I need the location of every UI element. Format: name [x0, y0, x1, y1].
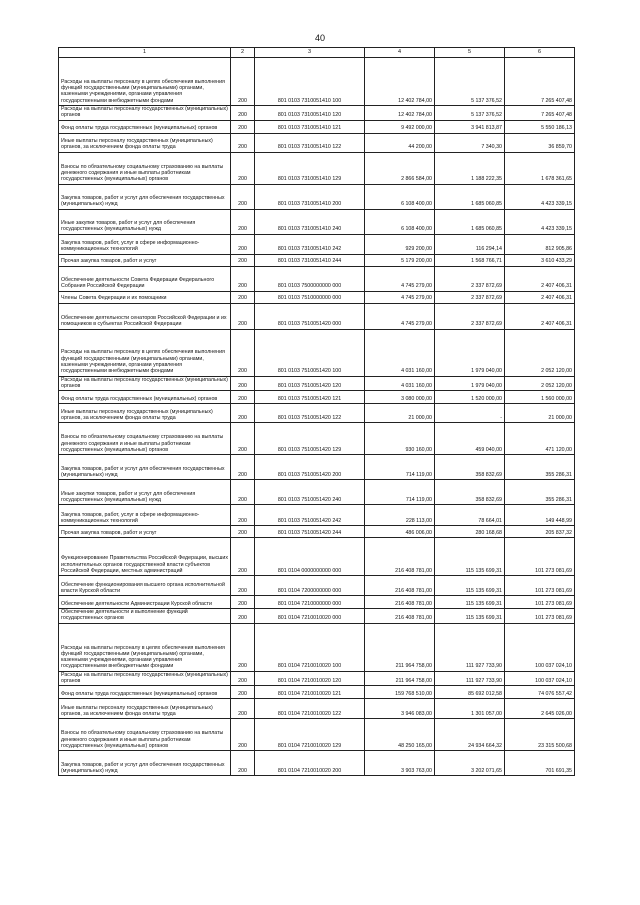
row-budget-code-cell: 801 0104 7210010020 121 — [255, 686, 365, 699]
table-row — [59, 699, 575, 719]
row-line-code-cell: 200 — [231, 404, 255, 423]
row-name-cell: Иные выплаты персоналу государственных (муниципальных) органов, за исключением фонда оплаты труда — [59, 699, 231, 719]
row-unexecuted-cell: 101 273 081,69 — [505, 596, 575, 609]
row-budget-code-cell: 801 0103 7510051420 200 — [255, 455, 365, 480]
table-row — [59, 254, 575, 266]
row-name-cell: Расходы на выплаты персоналу в целях обеспечения выполнения функций государственными (муниципальными) органами, казенными учреждениями, органами управления государственными внебюджетными фондами — [59, 623, 231, 671]
row-executed-cell: 1 979 040,00 — [435, 376, 505, 391]
row-budget-code-cell: 801 0103 7310051410 240 — [255, 209, 365, 234]
row-unexecuted-cell: 74 076 557,42 — [505, 686, 575, 699]
row-approved-cell: 216 408 781,00 — [365, 596, 435, 609]
row-approved-cell: 159 768 510,00 — [365, 686, 435, 699]
row-budget-code-cell: 801 0103 7510051420 240 — [255, 480, 365, 505]
row-unexecuted-cell: 701 691,35 — [505, 751, 575, 776]
table-row — [59, 291, 575, 303]
row-unexecuted-cell: 23 315 500,68 — [505, 719, 575, 751]
row-line-code-cell: 200 — [231, 671, 255, 686]
row-unexecuted-cell: 100 037 024,10 — [505, 623, 575, 671]
row-unexecuted-cell: 4 423 339,15 — [505, 184, 575, 209]
row-executed-cell: 2 337 872,69 — [435, 291, 505, 303]
row-line-code-cell: 200 — [231, 538, 255, 576]
row-unexecuted-cell: 4 423 339,15 — [505, 209, 575, 234]
row-name-cell: Иные выплаты персоналу государственных (муниципальных) органов, за исключением фонда оплаты труда — [59, 404, 231, 423]
row-approved-cell: 4 745 279,00 — [365, 303, 435, 329]
row-name-cell: Прочая закупка товаров, работ и услуг — [59, 254, 231, 266]
row-line-code-cell: 200 — [231, 391, 255, 404]
row-approved-cell: 930 160,00 — [365, 423, 435, 455]
row-executed-cell: 1 685 060,85 — [435, 209, 505, 234]
row-budget-code-cell: 801 0103 7510051420 121 — [255, 391, 365, 404]
row-budget-code-cell: 801 0104 7210010020 120 — [255, 671, 365, 686]
table-row — [59, 671, 575, 686]
table-row — [59, 423, 575, 455]
table-row — [59, 623, 575, 671]
row-executed-cell: 2 337 872,69 — [435, 303, 505, 329]
column-header: 1 — [59, 48, 231, 58]
row-executed-cell: 3 941 813,87 — [435, 120, 505, 133]
row-executed-cell: 1 301 057,00 — [435, 699, 505, 719]
table-row — [59, 120, 575, 133]
row-approved-cell: 21 000,00 — [365, 404, 435, 423]
row-executed-cell: 111 927 733,90 — [435, 623, 505, 671]
row-budget-code-cell: 801 0103 7310051410 122 — [255, 133, 365, 152]
row-executed-cell: - — [435, 404, 505, 423]
row-line-code-cell: 200 — [231, 303, 255, 329]
row-line-code-cell: 200 — [231, 526, 255, 538]
row-executed-cell: 78 664,01 — [435, 505, 505, 526]
row-budget-code-cell: 801 0104 7210010020 200 — [255, 751, 365, 776]
column-header: 5 — [435, 48, 505, 58]
row-unexecuted-cell: 149 448,99 — [505, 505, 575, 526]
row-budget-code-cell: 801 0103 7310051410 242 — [255, 234, 365, 254]
row-line-code-cell: 200 — [231, 423, 255, 455]
table-row — [59, 576, 575, 596]
row-line-code-cell: 200 — [231, 184, 255, 209]
row-name-cell: Закупка товаров, работ и услуг для обеспечения государственных (муниципальных) нужд — [59, 184, 231, 209]
table-row — [59, 106, 575, 121]
budget-table — [58, 47, 575, 776]
row-unexecuted-cell: 5 550 186,13 — [505, 120, 575, 133]
table-row — [59, 404, 575, 423]
row-name-cell: Расходы на выплаты персоналу в целях обеспечения выполнения функций государственными (муниципальными) органами, казенными учреждениями, органами управления государственными внебюджетными фондами — [59, 329, 231, 376]
row-budget-code-cell: 801 0103 7310051410 100 — [255, 58, 365, 106]
row-name-cell: Взносы по обязательному социальному страхованию на выплаты денежного содержания и иные выплаты работникам государственных (муниципальных) органов — [59, 152, 231, 184]
row-name-cell: Закупка товаров, работ и услуг для обеспечения государственных (муниципальных) нужд — [59, 455, 231, 480]
row-unexecuted-cell: 101 273 081,69 — [505, 609, 575, 624]
row-name-cell: Фонд оплаты труда государственных (муниципальных) органов — [59, 391, 231, 404]
row-budget-code-cell: 801 0103 7510051420 122 — [255, 404, 365, 423]
row-line-code-cell: 200 — [231, 254, 255, 266]
row-approved-cell: 2 866 584,00 — [365, 152, 435, 184]
table-header-row — [59, 48, 575, 58]
column-header: 4 — [365, 48, 435, 58]
row-approved-cell: 228 113,00 — [365, 505, 435, 526]
row-name-cell: Расходы на выплаты персоналу в целях обеспечения выполнения функций государственными (муниципальными) органами, казенными учреждениями, органами управления государственными внебюджетными фондами — [59, 58, 231, 106]
row-unexecuted-cell: 3 610 433,29 — [505, 254, 575, 266]
row-unexecuted-cell: 2 052 120,00 — [505, 329, 575, 376]
row-name-cell: Обеспечение деятельности и выполнение функций государственных органов — [59, 609, 231, 624]
row-executed-cell: 115 135 699,31 — [435, 538, 505, 576]
row-executed-cell: 1 188 222,35 — [435, 152, 505, 184]
row-budget-code-cell: 801 0103 7510051420 100 — [255, 329, 365, 376]
row-name-cell: Взносы по обязательному социальному страхованию на выплаты денежного содержания и иные выплаты работникам государственных (муниципальных) органов — [59, 423, 231, 455]
row-approved-cell: 44 200,00 — [365, 133, 435, 152]
row-approved-cell: 3 080 000,00 — [365, 391, 435, 404]
row-line-code-cell: 200 — [231, 376, 255, 391]
row-executed-cell: 24 934 664,32 — [435, 719, 505, 751]
row-unexecuted-cell: 1 678 361,65 — [505, 152, 575, 184]
row-line-code-cell: 200 — [231, 699, 255, 719]
row-budget-code-cell: 801 0103 7310051410 200 — [255, 184, 365, 209]
row-approved-cell: 5 179 200,00 — [365, 254, 435, 266]
row-name-cell: Иные закупки товаров, работ и услуг для обеспечения государственных (муниципальных) нужд — [59, 480, 231, 505]
row-line-code-cell: 200 — [231, 623, 255, 671]
table-row — [59, 133, 575, 152]
table-row — [59, 480, 575, 505]
row-executed-cell: 358 832,69 — [435, 455, 505, 480]
row-line-code-cell: 200 — [231, 719, 255, 751]
row-budget-code-cell: 801 0103 7510000000 000 — [255, 291, 365, 303]
row-budget-code-cell: 801 0104 7200000000 000 — [255, 576, 365, 596]
row-name-cell: Прочая закупка товаров, работ и услуг — [59, 526, 231, 538]
row-approved-cell: 12 402 784,00 — [365, 106, 435, 121]
table-row — [59, 609, 575, 624]
row-unexecuted-cell: 1 560 000,00 — [505, 391, 575, 404]
row-budget-code-cell: 801 0103 7510051420 129 — [255, 423, 365, 455]
row-budget-code-cell: 801 0103 7310051410 129 — [255, 152, 365, 184]
row-executed-cell: 115 135 699,31 — [435, 576, 505, 596]
row-budget-code-cell: 801 0103 7310051410 244 — [255, 254, 365, 266]
row-name-cell: Обеспечение деятельности Администрации Курской области — [59, 596, 231, 609]
row-approved-cell: 486 006,00 — [365, 526, 435, 538]
row-name-cell: Закупка товаров, работ, услуг в сфере информационно-коммуникационных технологий — [59, 505, 231, 526]
row-budget-code-cell: 801 0104 7210010020 000 — [255, 609, 365, 624]
table-row — [59, 58, 575, 106]
row-executed-cell: 1 979 040,00 — [435, 329, 505, 376]
row-approved-cell: 12 402 784,00 — [365, 58, 435, 106]
row-unexecuted-cell: 471 120,00 — [505, 423, 575, 455]
table-row — [59, 719, 575, 751]
row-unexecuted-cell: 2 645 026,00 — [505, 699, 575, 719]
row-line-code-cell: 200 — [231, 234, 255, 254]
row-line-code-cell: 200 — [231, 751, 255, 776]
row-name-cell: Обеспечение деятельности сенаторов Российской Федерации и их помощников в субъектах Российской Федерации — [59, 303, 231, 329]
page-number: 40 — [314, 33, 325, 43]
row-line-code-cell: 200 — [231, 505, 255, 526]
row-executed-cell: 115 135 699,31 — [435, 596, 505, 609]
column-header: 6 — [505, 48, 575, 58]
table-row — [59, 505, 575, 526]
row-name-cell: Расходы на выплаты персоналу государственных (муниципальных) органов — [59, 671, 231, 686]
row-line-code-cell: 200 — [231, 152, 255, 184]
row-executed-cell: 111 927 733,90 — [435, 671, 505, 686]
row-approved-cell: 9 492 000,00 — [365, 120, 435, 133]
row-approved-cell: 4 031 160,00 — [365, 376, 435, 391]
row-unexecuted-cell: 812 905,86 — [505, 234, 575, 254]
row-name-cell: Фонд оплаты труда государственных (муниципальных) органов — [59, 120, 231, 133]
row-line-code-cell: 200 — [231, 209, 255, 234]
row-executed-cell: 1 568 766,71 — [435, 254, 505, 266]
table-row — [59, 526, 575, 538]
row-unexecuted-cell: 2 407 406,31 — [505, 266, 575, 291]
row-budget-code-cell: 801 0104 7210000000 000 — [255, 596, 365, 609]
row-executed-cell: 459 040,00 — [435, 423, 505, 455]
table-row — [59, 303, 575, 329]
row-unexecuted-cell: 2 407 406,31 — [505, 291, 575, 303]
row-line-code-cell: 200 — [231, 133, 255, 152]
row-line-code-cell: 200 — [231, 576, 255, 596]
row-line-code-cell: 200 — [231, 455, 255, 480]
row-name-cell: Обеспечение функционирования высшего органа исполнительной власти Курской области — [59, 576, 231, 596]
row-approved-cell: 216 408 781,00 — [365, 538, 435, 576]
row-executed-cell: 358 832,69 — [435, 480, 505, 505]
row-approved-cell: 216 408 781,00 — [365, 609, 435, 624]
row-executed-cell: 2 337 872,69 — [435, 266, 505, 291]
row-name-cell: Иные выплаты персоналу государственных (муниципальных) органов, за исключением фонда оплаты труда — [59, 133, 231, 152]
row-unexecuted-cell: 355 286,31 — [505, 480, 575, 505]
row-approved-cell: 714 119,00 — [365, 480, 435, 505]
row-unexecuted-cell: 100 037 024,10 — [505, 671, 575, 686]
row-executed-cell: 280 168,68 — [435, 526, 505, 538]
row-approved-cell: 714 119,00 — [365, 455, 435, 480]
table-row — [59, 686, 575, 699]
row-unexecuted-cell: 101 273 081,69 — [505, 538, 575, 576]
row-unexecuted-cell: 205 837,32 — [505, 526, 575, 538]
row-budget-code-cell: 801 0103 7510051420 120 — [255, 376, 365, 391]
row-budget-code-cell: 801 0103 7500000000 000 — [255, 266, 365, 291]
table-row — [59, 538, 575, 576]
row-budget-code-cell: 801 0104 7210010020 100 — [255, 623, 365, 671]
row-approved-cell: 3 946 083,00 — [365, 699, 435, 719]
table-row — [59, 391, 575, 404]
table-row — [59, 184, 575, 209]
table-row — [59, 376, 575, 391]
row-name-cell: Расходы на выплаты персоналу государственных (муниципальных) органов — [59, 376, 231, 391]
row-executed-cell: 5 137 376,52 — [435, 58, 505, 106]
row-approved-cell: 3 903 763,00 — [365, 751, 435, 776]
row-approved-cell: 4 745 279,00 — [365, 291, 435, 303]
column-header: 3 — [255, 48, 365, 58]
table-row — [59, 234, 575, 254]
table-row — [59, 751, 575, 776]
row-name-cell: Функционирование Правительства Российской Федерации, высших исполнительных органов государственной власти субъектов Российской Федерации, местных администраций — [59, 538, 231, 576]
row-budget-code-cell: 801 0103 7510051420 000 — [255, 303, 365, 329]
row-approved-cell: 48 250 165,00 — [365, 719, 435, 751]
table-row — [59, 596, 575, 609]
row-executed-cell: 116 294,14 — [435, 234, 505, 254]
row-line-code-cell: 200 — [231, 596, 255, 609]
row-executed-cell: 5 137 376,52 — [435, 106, 505, 121]
row-budget-code-cell: 801 0103 7510051420 242 — [255, 505, 365, 526]
row-unexecuted-cell: 7 265 407,48 — [505, 58, 575, 106]
row-name-cell: Взносы по обязательному социальному страхованию на выплаты денежного содержания и иные выплаты работникам государственных (муниципальных) органов — [59, 719, 231, 751]
table-row — [59, 152, 575, 184]
row-approved-cell: 4 031 160,00 — [365, 329, 435, 376]
row-name-cell: Закупка товаров, работ, услуг в сфере информационно-коммуникационных технологий — [59, 234, 231, 254]
row-unexecuted-cell: 355 286,31 — [505, 455, 575, 480]
row-name-cell: Расходы на выплаты персоналу государственных (муниципальных) органов — [59, 106, 231, 121]
row-budget-code-cell: 801 0103 7310051410 120 — [255, 106, 365, 121]
row-name-cell: Иные закупки товаров, работ и услуг для обеспечения государственных (муниципальных) нужд — [59, 209, 231, 234]
row-line-code-cell: 200 — [231, 686, 255, 699]
row-unexecuted-cell: 7 265 407,48 — [505, 106, 575, 121]
row-approved-cell: 211 964 758,00 — [365, 671, 435, 686]
row-executed-cell: 115 135 699,31 — [435, 609, 505, 624]
row-approved-cell: 6 108 400,00 — [365, 209, 435, 234]
row-approved-cell: 211 964 758,00 — [365, 623, 435, 671]
row-unexecuted-cell: 21 000,00 — [505, 404, 575, 423]
row-executed-cell: 7 340,30 — [435, 133, 505, 152]
row-unexecuted-cell: 2 052 120,00 — [505, 376, 575, 391]
row-name-cell: Закупка товаров, работ и услуг для обеспечения государственных (муниципальных) нужд — [59, 751, 231, 776]
row-budget-code-cell: 801 0104 0000000000 000 — [255, 538, 365, 576]
table-row — [59, 266, 575, 291]
row-name-cell: Фонд оплаты труда государственных (муниципальных) органов — [59, 686, 231, 699]
row-budget-code-cell: 801 0104 7210010020 129 — [255, 719, 365, 751]
row-line-code-cell: 200 — [231, 329, 255, 376]
row-line-code-cell: 200 — [231, 120, 255, 133]
row-name-cell: Обеспечение деятельности Совета Федерации Федерального Собрания Российской Федерации — [59, 266, 231, 291]
row-line-code-cell: 200 — [231, 609, 255, 624]
row-line-code-cell: 200 — [231, 266, 255, 291]
row-budget-code-cell: 801 0103 7510051420 244 — [255, 526, 365, 538]
row-approved-cell: 4 745 279,00 — [365, 266, 435, 291]
row-executed-cell: 1 520 000,00 — [435, 391, 505, 404]
row-executed-cell: 85 692 012,58 — [435, 686, 505, 699]
row-unexecuted-cell: 101 273 081,69 — [505, 576, 575, 596]
row-budget-code-cell: 801 0104 7210010020 122 — [255, 699, 365, 719]
row-line-code-cell: 200 — [231, 58, 255, 106]
row-executed-cell: 3 202 071,65 — [435, 751, 505, 776]
row-line-code-cell: 200 — [231, 480, 255, 505]
table-row — [59, 329, 575, 376]
row-executed-cell: 1 685 060,85 — [435, 184, 505, 209]
row-name-cell: Члены Совета Федерации и их помощники — [59, 291, 231, 303]
table-row — [59, 209, 575, 234]
row-unexecuted-cell: 2 407 406,31 — [505, 303, 575, 329]
row-line-code-cell: 200 — [231, 106, 255, 121]
row-approved-cell: 6 108 400,00 — [365, 184, 435, 209]
row-line-code-cell: 200 — [231, 291, 255, 303]
row-budget-code-cell: 801 0103 7310051410 121 — [255, 120, 365, 133]
row-approved-cell: 216 408 781,00 — [365, 576, 435, 596]
column-header: 2 — [231, 48, 255, 58]
row-unexecuted-cell: 36 859,70 — [505, 133, 575, 152]
row-approved-cell: 929 200,00 — [365, 234, 435, 254]
table-row — [59, 455, 575, 480]
